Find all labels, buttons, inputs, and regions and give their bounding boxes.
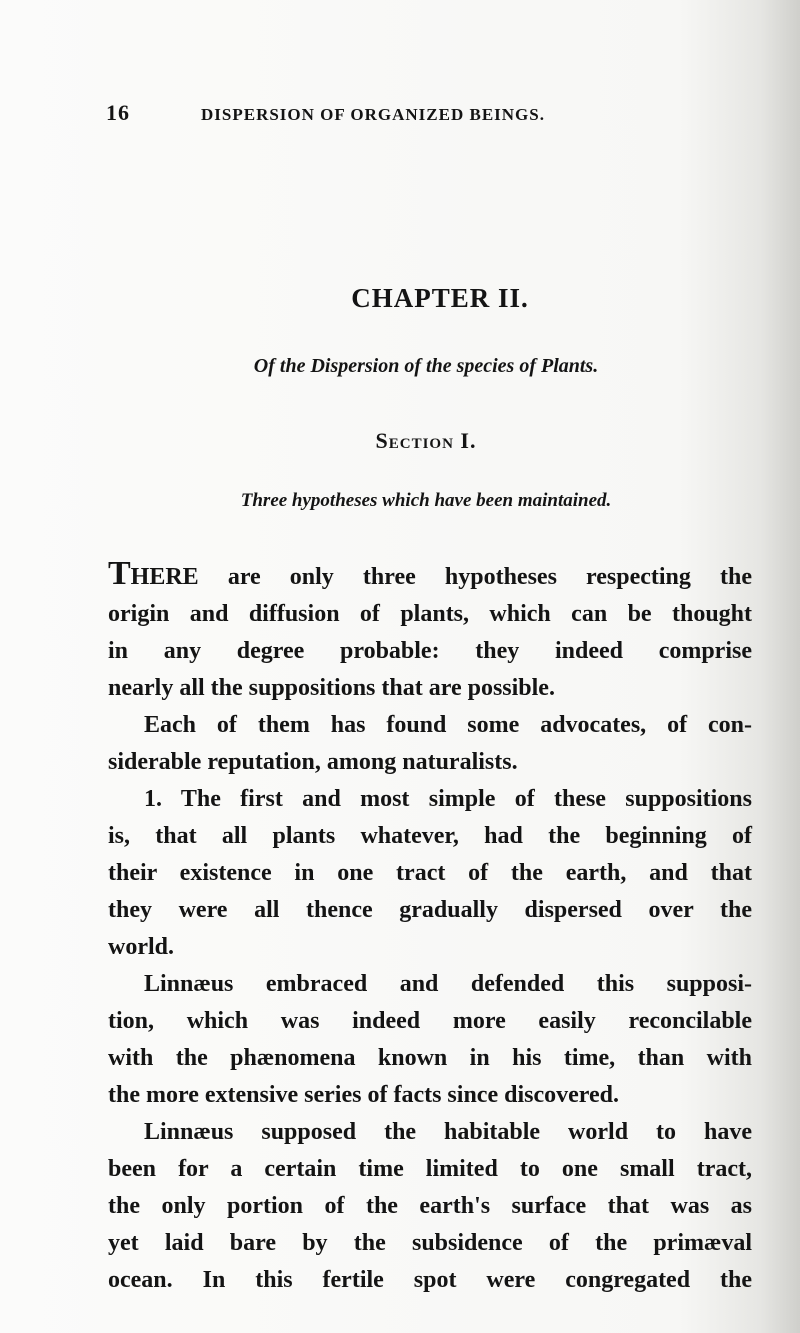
text-line: Linnæus supposed the habitable world to have bbox=[144, 1119, 752, 1145]
running-head: DISPERSION OF ORGANIZED BEINGS. bbox=[201, 105, 545, 124]
text-line: origin and diffusion of plants, which can be thought bbox=[108, 601, 752, 627]
text-line: There are only three hypotheses respecting the bbox=[108, 555, 752, 592]
text-line: yet laid bare by the subsidence of the primæval bbox=[108, 1230, 752, 1256]
paragraph-1 bbox=[108, 555, 752, 707]
text-line: siderable reputation, among naturalists. bbox=[108, 749, 518, 775]
body-text bbox=[108, 555, 752, 1299]
chapter-title: CHAPTER II. bbox=[351, 283, 529, 313]
text-line: tion, which was indeed more easily reconcilable bbox=[108, 1008, 752, 1034]
text-line: ocean. In this fertile spot were congregated the bbox=[108, 1267, 752, 1293]
text-line: their existence in one tract of the earth, and that bbox=[108, 860, 752, 886]
paragraph-3 bbox=[108, 781, 752, 966]
section-title: Section I. bbox=[375, 428, 477, 453]
text-line: in any degree probable: they indeed comprise bbox=[108, 638, 752, 664]
paragraph-4 bbox=[108, 966, 752, 1114]
text-line: is, that all plants whatever, had the beginning of bbox=[108, 823, 752, 849]
page-header bbox=[106, 100, 786, 130]
drop-cap-word: There bbox=[108, 555, 199, 592]
text-line: been for a certain time limited to one small tract, bbox=[108, 1156, 752, 1182]
text-line: the only portion of the earth's surface that was as bbox=[108, 1193, 752, 1219]
text-line: nearly all the suppositions that are possible. bbox=[108, 675, 555, 701]
text-line: Linnæus embraced and defended this supposi- bbox=[144, 971, 752, 997]
section-subtitle: Three hypotheses which have been maintained. bbox=[240, 490, 612, 511]
chapter-subtitle: Of the Dispersion of the species of Plants. bbox=[253, 355, 599, 377]
text-line: world. bbox=[108, 934, 174, 960]
page-number: 16 bbox=[106, 100, 130, 125]
text-line: the more extensive series of facts since discovered. bbox=[108, 1082, 619, 1108]
text-line: 1. The first and most simple of these suppositions bbox=[144, 786, 752, 812]
text-line: with the phænomena known in his time, than with bbox=[108, 1045, 752, 1071]
paragraph-5 bbox=[108, 1114, 752, 1299]
text-line: they were all thence gradually dispersed over the bbox=[108, 897, 752, 923]
text-line: Each of them has found some advocates, of con- bbox=[144, 712, 752, 738]
paragraph-2 bbox=[108, 707, 752, 781]
